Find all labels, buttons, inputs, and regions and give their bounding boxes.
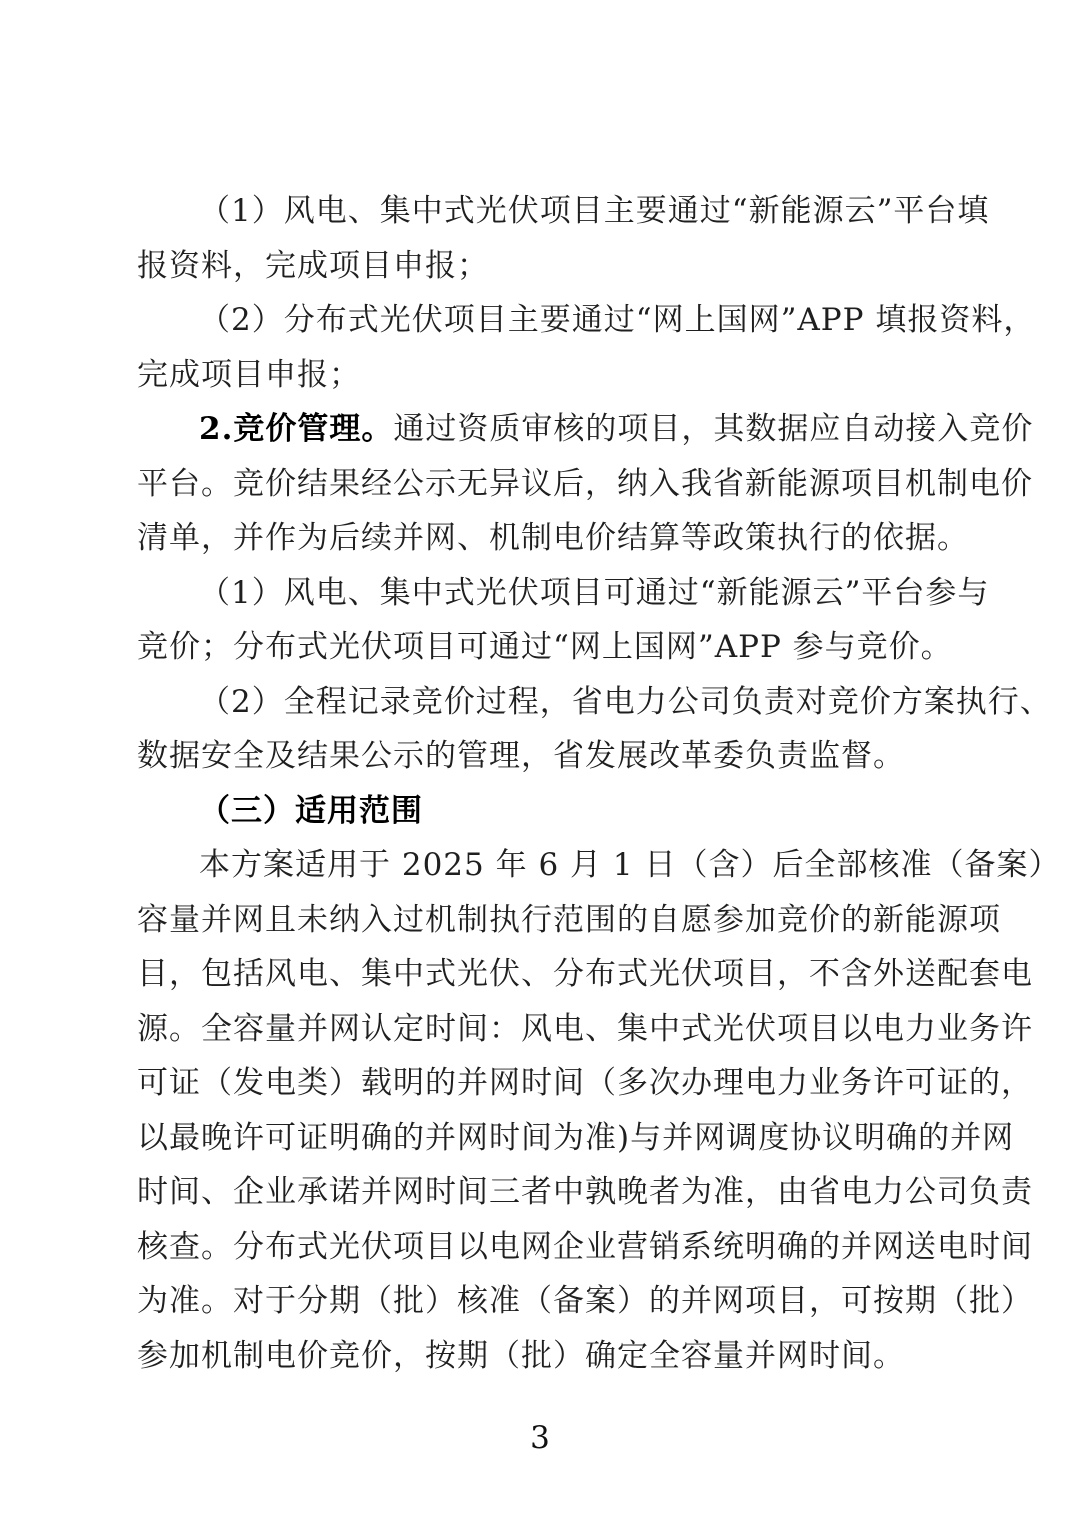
body-line: 以最晚许可证明确的并网时间为准)与并网调度协议明确的并网 xyxy=(137,1119,1015,1156)
document-body xyxy=(137,184,1061,1383)
page-number: 3 xyxy=(530,1420,550,1456)
body-line: 容量并网且未纳入过机制执行范围的自愿参加竞价的新能源项 xyxy=(137,901,1001,938)
body-line: 可证（发电类）载明的并网时间（多次办理电力业务许可证的， xyxy=(137,1065,1033,1101)
body-line: （2）全程记录竞价过程，省电力公司负责对竞价方案执行、 xyxy=(199,683,1052,720)
body-line: 目，包括风电、集中式光伏、分布式光伏项目，不含外送配套电 xyxy=(137,956,1033,992)
body-line: 清单，并作为后续并网、机制电价结算等政策执行的依据。 xyxy=(137,520,969,556)
body-line: 参加机制电价竞价，按期（批）确定全容量并网时间。 xyxy=(137,1337,905,1374)
body-line: 时间、企业承诺并网时间三者中孰晚者为准，由省电力公司负责 xyxy=(137,1174,1033,1210)
body-line: （2）分布式光伏项目主要通过“网上国网”APP 填报资料， xyxy=(199,302,1036,338)
body-line: 竞价；分布式光伏项目可通过“网上国网”APP 参与竞价。 xyxy=(137,629,953,665)
body-line: 为准。对于分期（批）核准（备案）的并网项目，可按期（批） xyxy=(137,1283,1033,1319)
body-line: 完成项目申报； xyxy=(137,356,361,393)
body-line: 数据安全及结果公示的管理，省发展改革委负责监督。 xyxy=(137,738,905,774)
body-line: 报资料，完成项目申报； xyxy=(137,247,489,284)
section-heading: （三）适用范围 xyxy=(199,792,423,829)
body-line: 核查。分布式光伏项目以电网企业营销系统明确的并网送电时间 xyxy=(137,1228,1033,1265)
body-line: 本方案适用于 2025 年 6 月 1 日（含）后全部核准（备案） xyxy=(199,847,1061,883)
numbered-heading-run: 2.竞价管理。 xyxy=(199,411,394,447)
body-line xyxy=(137,402,1034,457)
body-line: （1）风电、集中式光伏项目主要通过“新能源云”平台填 xyxy=(199,193,990,229)
body-line: （1）风电、集中式光伏项目可通过“新能源云”平台参与 xyxy=(199,574,990,611)
body-text-run: 通过资质审核的项目，其数据应自动接入竞价 xyxy=(393,411,1034,447)
body-line: 平台。竞价结果经公示无异议后，纳入我省新能源项目机制电价 xyxy=(137,465,1033,502)
body-line: 源。全容量并网认定时间：风电、集中式光伏项目以电力业务许 xyxy=(137,1010,1033,1047)
